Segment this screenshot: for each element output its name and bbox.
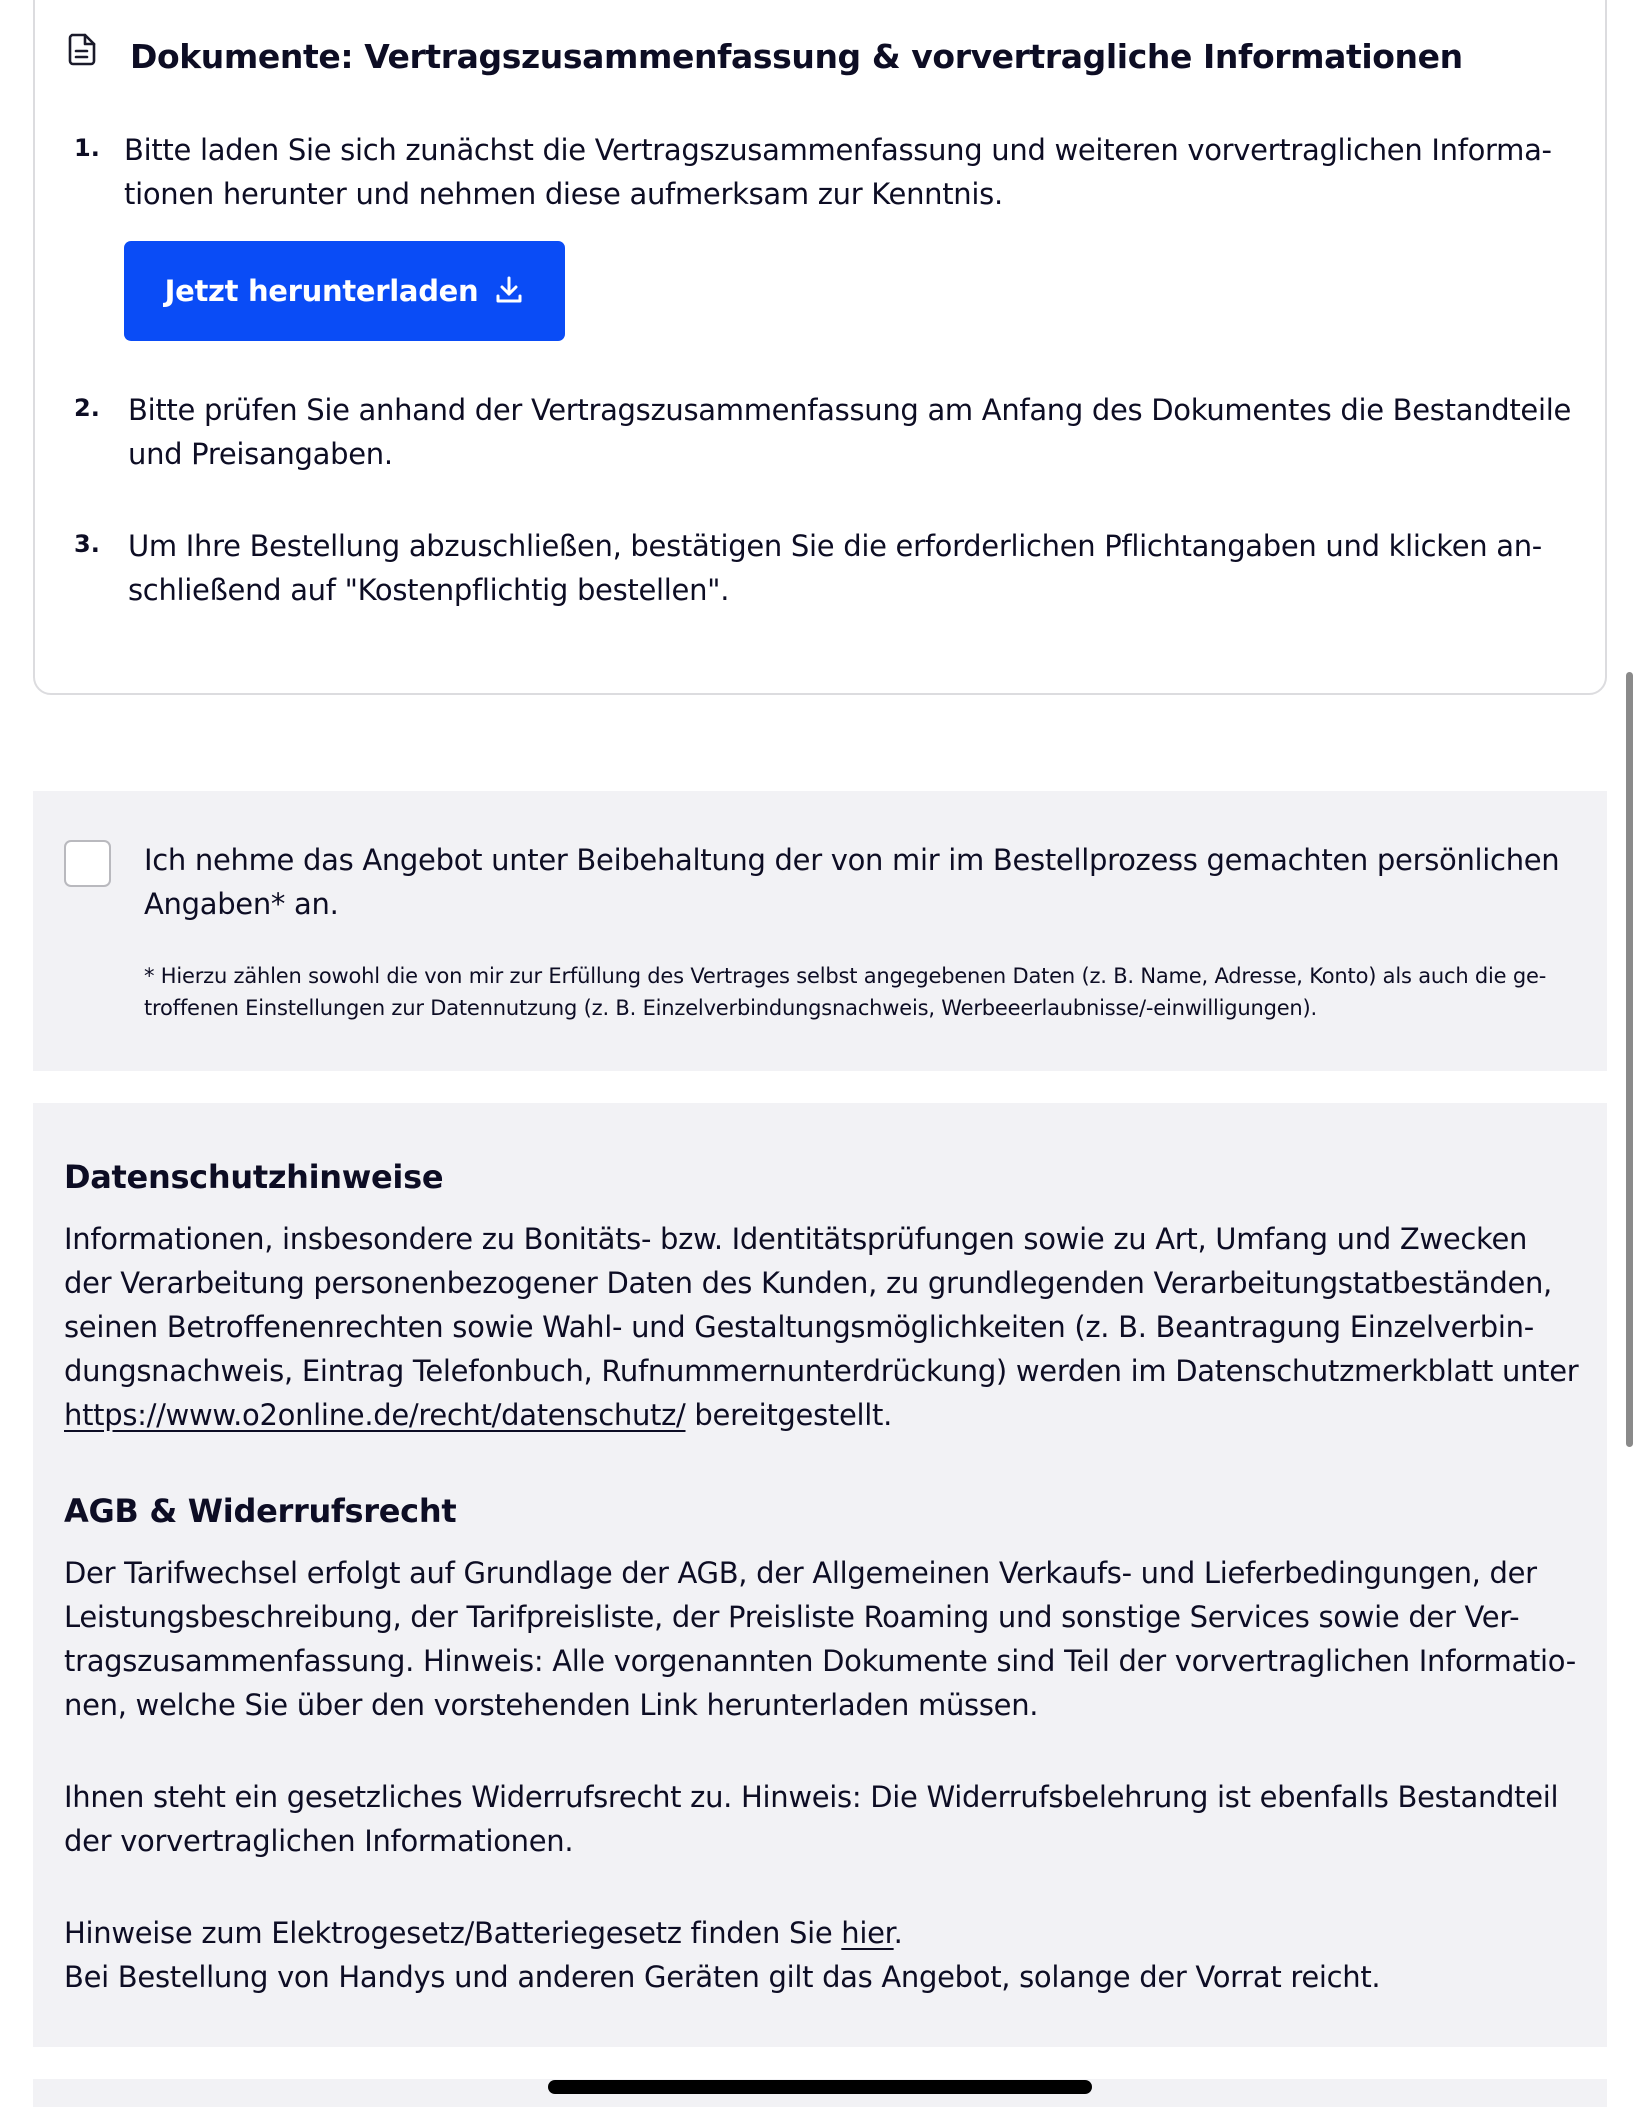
step-text-2 [128, 388, 1571, 476]
step-number-2: 2. [74, 394, 100, 422]
consent-label[interactable] [144, 838, 1584, 926]
step-3-line-1: Um Ihre Bestellung abzuschließen, bestätigen Sie die erforderlichen Pflichtangaben und klicken an- [128, 529, 1542, 563]
privacy-line-1: Informationen, insbesondere zu Bonitäts- bzw. Identitätsprüfungen sowie zu Art, Umfang und Zwecken [64, 1222, 1528, 1256]
consent-line-1: Ich nehme das Angebot unter Beibehaltung der von mir im Bestellprozess gemachten persönlichen [144, 843, 1560, 877]
download-button-label: Jetzt herunterladen [164, 274, 479, 308]
privacy-line-5 [64, 1393, 1594, 1437]
step-number-3: 3. [74, 530, 100, 558]
withdrawal-line-2: der vorvertraglichen Informationen. [64, 1824, 574, 1858]
consent-footnote [144, 960, 1584, 1024]
download-icon [494, 275, 524, 308]
page-scrollbar[interactable] [1626, 672, 1633, 1447]
stock-note: Bei Bestellung von Handys und anderen Geräten gilt das Angebot, solange der Vorrat reicht. [64, 1960, 1381, 1994]
terms-line-4: nen, welche Sie über den vorstehenden Link herunterladen müssen. [64, 1688, 1039, 1722]
step-text-3 [128, 524, 1542, 612]
privacy-line-3: seinen Betroffenenrechten sowie Wahl- und Gestaltungsmöglichkeiten (z. B. Beantragung Einzelverbin- [64, 1310, 1534, 1344]
step-number-1: 1. [74, 134, 100, 162]
document-icon [68, 33, 96, 66]
documents-title: Dokumente: Vertragszusammenfassung & vorvertragliche Informationen [130, 37, 1463, 76]
withdrawal-text [64, 1775, 1594, 1863]
terms-line-1: Der Tarifwechsel erfolgt auf Grundlage der AGB, der Allgemeinen Verkaufs- und Lieferbedingungen, der [64, 1556, 1537, 1590]
privacy-policy-link[interactable]: https://www.o2online.de/recht/datenschutz/ [64, 1398, 686, 1432]
battery-law-line [64, 1911, 1594, 1955]
terms-heading: AGB & Widerrufsrecht [64, 1492, 457, 1530]
consent-panel [33, 791, 1607, 1071]
consent-checkbox[interactable] [64, 840, 111, 887]
privacy-heading: Datenschutzhinweise [64, 1158, 444, 1196]
terms-line-2: Leistungsbeschreibung, der Tarifpreisliste, der Preisliste Roaming und sonstige Services sowie der Ver- [64, 1600, 1520, 1634]
step-2-line-1: Bitte prüfen Sie anhand der Vertragszusammenfassung am Anfang des Dokumentes die Bestandteile [128, 393, 1572, 427]
privacy-line-2: der Verarbeitung personenbezogener Daten des Kunden, zu grundlegenden Verarbeitungstatbeständen, [64, 1266, 1552, 1300]
terms-line-3: tragszusammenfassung. Hinweis: Alle vorgenannten Dokumente sind Teil der vorvertraglichen Informatio- [64, 1644, 1576, 1678]
download-button[interactable] [124, 241, 565, 341]
privacy-line-4: dungsnachweis, Eintrag Telefonbuch, Rufnummernunterdrückung) werden im Datenschutzmerkblatt unter [64, 1354, 1579, 1388]
privacy-text [64, 1217, 1594, 1437]
consent-line-2: Angaben* an. [144, 887, 339, 921]
withdrawal-line-1: Ihnen steht ein gesetzliches Widerrufsrecht zu. Hinweis: Die Widerrufsbelehrung ist ebenfalls Bestandteil [64, 1780, 1559, 1814]
battery-law-text [64, 1911, 1594, 1999]
step-text-1 [124, 128, 1552, 216]
terms-text [64, 1551, 1594, 1727]
step-2-line-2: und Preisangaben. [128, 437, 393, 471]
step-1-line-2: tionen herunter und nehmen diese aufmerksam zur Kenntnis. [124, 177, 1003, 211]
step-1-line-1: Bitte laden Sie sich zunächst die Vertragszusammenfassung und weiteren vorvertraglichen Informa- [124, 133, 1552, 167]
battery-law-suffix: . [893, 1916, 903, 1950]
home-indicator[interactable] [548, 2080, 1092, 2094]
step-3-line-2: schließend auf "Kostenpflichtig bestellen". [128, 573, 730, 607]
battery-law-link[interactable]: hier [841, 1916, 894, 1950]
footnote-line-1: * Hierzu zählen sowohl die von mir zur Erfüllung des Vertrages selbst angegebenen Daten (z. B. Name, Adresse, Konto) als auch die ge- [144, 964, 1547, 988]
footnote-line-2: troffenen Einstellungen zur Datennutzung (z. B. Einzelverbindungsnachweis, Werbeeerlaubnisse/-einwilligungen). [144, 996, 1318, 1020]
battery-law-prefix: Hinweise zum Elektrogesetz/Batteriegesetz finden Sie [64, 1916, 842, 1950]
privacy-after-link: bereitgestellt. [685, 1398, 892, 1432]
